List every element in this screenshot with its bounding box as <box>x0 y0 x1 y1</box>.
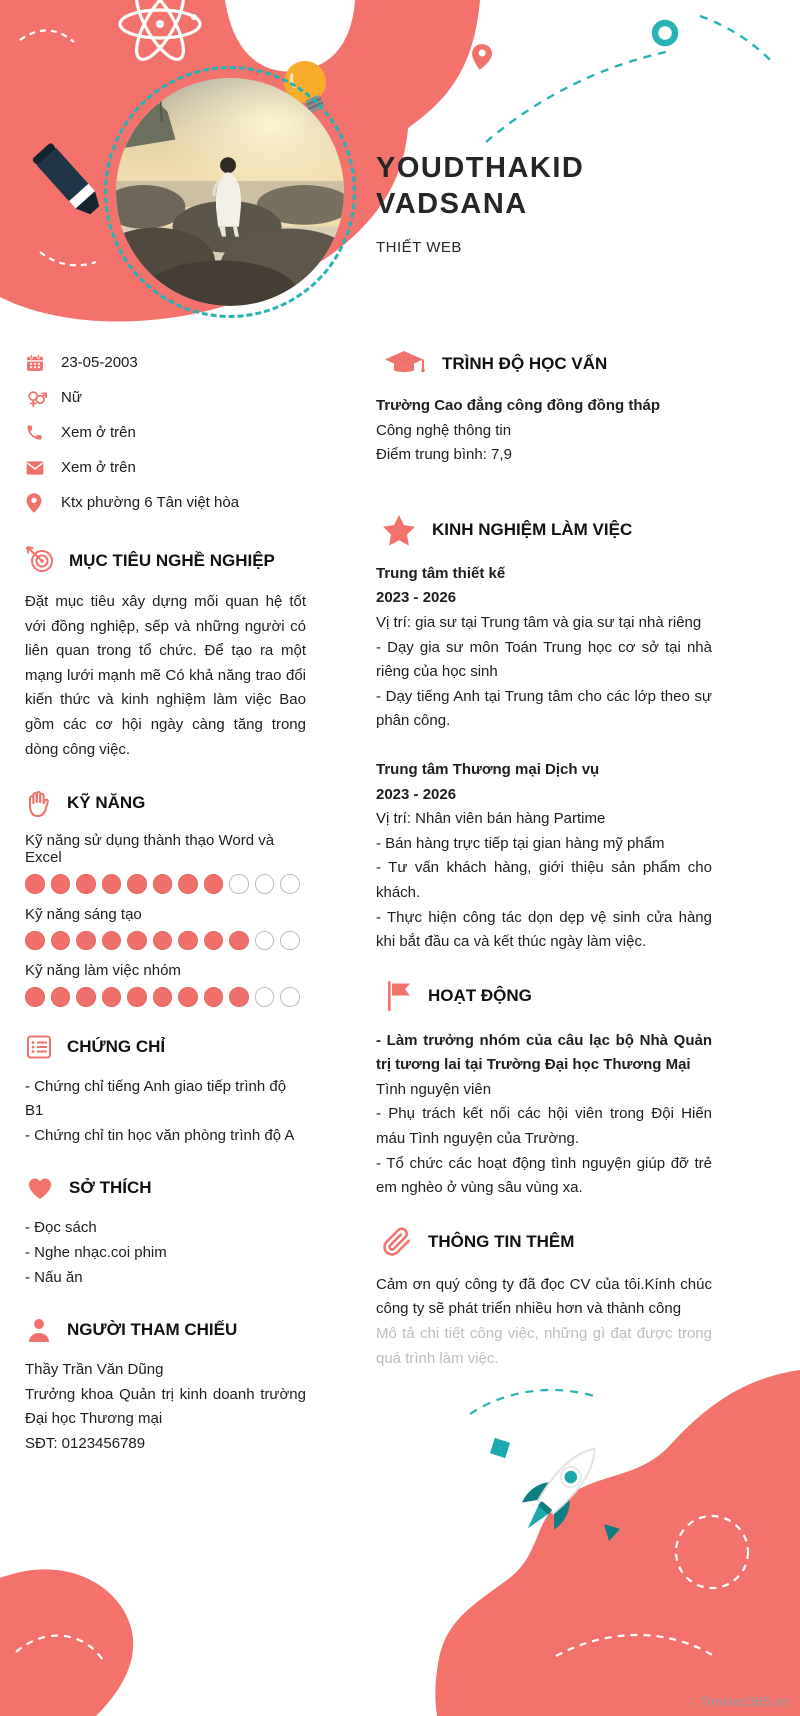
header-block <box>376 150 706 256</box>
objective-body: Đặt mục tiêu xây dựng mối quan hệ tốt với đồng nghiệp, sếp và những người có liên quan trong tổ chức. Để tạo ra một mạng lưới mạnh mẽ Có khả năng trao đổi kiến thức và kinh nghiệm làm việc Bao gồm các cơ hội ngày càng tăng trong dòng công việc. <box>25 593 306 758</box>
job-period: 2023 - 2026 <box>376 589 457 607</box>
right-column <box>376 340 712 1371</box>
reference-phone: SĐT: 0123456789 <box>25 1435 146 1452</box>
address-text: Ktx phường 6 Tân việt hòa <box>61 494 240 511</box>
section-heading: MỤC TIÊU NGHỀ NGHIỆP <box>69 551 275 570</box>
skill-dot-filled <box>76 931 96 951</box>
job-company: Trung tâm thiết kế <box>376 564 506 582</box>
skill-dot-empty <box>255 987 275 1007</box>
skill-dot-filled <box>153 931 173 951</box>
job-detail: Vị trí: gia sư tại Trung tâm và gia sư tại nhà riêng <box>376 613 702 631</box>
coral-blob-bottom-left <box>0 1569 133 1716</box>
job-detail: - Dạy gia sư môn Toán Trung học cơ sở tại nhà riêng của học sinh <box>376 638 712 681</box>
skill-dot-empty <box>280 987 300 1007</box>
calendar-icon <box>25 353 61 373</box>
more-info-body: Cảm ơn quý công ty đã đọc CV của tôi.Kính chúc công ty sẽ phát triển nhiều hơn và thành công <box>376 1275 712 1318</box>
birthday-text: 23-05-2003 <box>61 354 138 371</box>
activity-item: Tình nguyện viên <box>376 1080 492 1098</box>
skill-dot-filled <box>178 931 198 951</box>
education-major: Công nghệ thông tin <box>376 421 512 439</box>
section-reference-heading <box>25 1316 306 1344</box>
section-education-heading <box>376 350 712 378</box>
skill-dot-filled <box>51 931 71 951</box>
section-experience-heading <box>376 514 712 546</box>
skill-label: Kỹ năng làm việc nhóm <box>25 962 181 980</box>
education-school: Trường Cao đẳng công đồng đồng tháp <box>376 397 660 414</box>
skill-dot-filled <box>25 931 45 951</box>
location-icon <box>25 492 61 514</box>
contact-item-birthday <box>25 345 306 380</box>
graduation-cap-icon <box>382 350 426 378</box>
watermark: ∴ Timviec365.vn <box>687 1694 790 1709</box>
job-detail: - Thực hiện công tác dọn dẹp vệ sinh cửa hàng khi bắt đầu ca và kết thúc ngày làm việc. <box>376 908 712 951</box>
hobby-item: - Nấu ăn <box>25 1268 83 1286</box>
skill-rating <box>25 874 306 894</box>
section-more-info-heading <box>376 1227 712 1257</box>
profile-photo-ring <box>104 66 356 318</box>
skill-dot-filled <box>76 874 96 894</box>
candidate-name: YOUDTHAKID VADSANA <box>376 152 585 221</box>
skill-dot-filled <box>178 987 198 1007</box>
skill-dot-filled <box>178 874 198 894</box>
section-objective-heading <box>25 546 306 576</box>
hand-icon <box>25 788 53 818</box>
skill-dot-filled <box>25 987 45 1007</box>
hobby-item: - Nghe nhạc.coi phim <box>25 1244 167 1262</box>
skill-dot-filled <box>76 987 96 1007</box>
skill-dot-filled <box>229 987 249 1007</box>
star-icon <box>382 514 416 546</box>
skill-label: Kỹ năng sáng tạo <box>25 905 142 923</box>
gender-icon <box>25 387 61 409</box>
contact-item-phone <box>25 415 306 450</box>
section-heading: KINH NGHIỆM LÀM VIỆC <box>432 519 633 539</box>
education-gpa: Điểm trung bình: 7,9 <box>376 446 512 464</box>
skill-dot-filled <box>25 874 45 894</box>
paperclip-icon <box>382 1227 412 1257</box>
section-certificates-heading <box>25 1033 306 1061</box>
phone-text: Xem ở trên <box>61 424 136 441</box>
skill-dot-filled <box>153 987 173 1007</box>
activity-item: - Phụ trách kết nối các hội viên trong Đội Hiến máu Tình nguyện của Trường. <box>376 1105 712 1148</box>
contact-item-email <box>25 450 306 485</box>
mail-icon <box>25 458 61 478</box>
reference-name: Thầy Trần Văn Dũng <box>25 1361 164 1379</box>
job-detail: Vị trí: Nhân viên bán hàng Partime <box>376 810 606 828</box>
email-text: Xem ở trên <box>61 459 136 476</box>
job-company: Trung tâm Thương mại Dịch vụ <box>376 760 600 778</box>
coral-blob-bottom-right <box>435 1370 800 1716</box>
skill-dot-filled <box>51 874 71 894</box>
skill-rating <box>25 931 306 951</box>
skill-dot-filled <box>204 931 224 951</box>
job-title: THIẾT WEB <box>376 238 462 256</box>
experience-job <box>376 758 712 955</box>
experience-job <box>376 562 712 734</box>
hobby-item: - Đọc sách <box>25 1219 97 1237</box>
skill-rating <box>25 987 306 1007</box>
phone-icon <box>25 423 61 442</box>
skill-dot-filled <box>127 987 147 1007</box>
skill-dot-filled <box>153 874 173 894</box>
section-heading: KỸ NĂNG <box>67 793 146 813</box>
skill-dot-filled <box>204 987 224 1007</box>
gender-text: Nữ <box>61 389 82 406</box>
skill-dot-empty <box>280 931 300 951</box>
skill-label: Kỹ năng sử dụng thành thạo Word và Excel <box>25 832 275 867</box>
flag-icon <box>382 979 412 1013</box>
teal-square <box>490 1438 510 1458</box>
certificate-icon <box>25 1033 53 1061</box>
job-detail: - Bán hàng trực tiếp tại gian hàng mỹ phẩm <box>376 834 665 852</box>
certificate-item: - Chứng chỉ tin học văn phòng trình độ A <box>25 1126 295 1144</box>
section-hobbies-heading <box>25 1174 306 1202</box>
activity-item: - Tổ chức các hoạt động tình nguyện giúp đỡ trẻ em nghèo ở vùng sâu vùng xa. <box>376 1154 712 1197</box>
section-heading: CHỨNG CHỈ <box>67 1036 166 1056</box>
skill-dot-filled <box>102 987 122 1007</box>
skill-dot-filled <box>204 874 224 894</box>
skill-dot-filled <box>51 987 71 1007</box>
heart-icon <box>25 1174 55 1202</box>
donut-icon <box>655 23 675 43</box>
section-activities-heading <box>376 979 712 1013</box>
profile-photo <box>116 78 344 306</box>
section-skills-heading <box>25 788 306 818</box>
skill-dot-filled <box>102 931 122 951</box>
reference-role: Trưởng khoa Quản trị kinh doanh trường Đại học Thương mại <box>25 1385 306 1428</box>
activity-lead: - Làm trưởng nhóm của câu lạc bộ Nhà Quản trị tương lai tại Trường Đại học Thương Mại <box>376 1031 712 1074</box>
more-info-placeholder: Mô tả chi tiết công việc, những gì đạt được trong quá trình làm việc. <box>376 1325 712 1367</box>
section-heading: TRÌNH ĐỘ HỌC VẤN <box>442 354 608 373</box>
skill-dot-filled <box>127 874 147 894</box>
person-icon <box>25 1316 53 1344</box>
map-pin-icon <box>470 43 493 72</box>
skill-dot-filled <box>127 931 147 951</box>
section-heading: THÔNG TIN THÊM <box>428 1231 575 1251</box>
skill-dot-empty <box>280 874 300 894</box>
target-icon <box>25 546 55 576</box>
skill-dot-filled <box>229 931 249 951</box>
skill-dot-empty <box>255 874 275 894</box>
skill-dot-empty <box>255 931 275 951</box>
left-column <box>25 345 306 1457</box>
section-heading: HOẠT ĐỘNG <box>428 985 532 1005</box>
contact-item-gender <box>25 380 306 415</box>
certificate-item: - Chứng chỉ tiếng Anh giao tiếp trình độ B1 <box>25 1077 287 1120</box>
section-heading: NGƯỜI THAM CHIẾU <box>67 1320 238 1340</box>
job-detail: - Tư vấn khách hàng, giới thiệu sản phẩm cho khách. <box>376 859 712 901</box>
contact-item-address <box>25 485 306 520</box>
job-period: 2023 - 2026 <box>376 785 457 803</box>
job-detail: - Dạy tiếng Anh tại Trung tâm cho các lớp theo sự phân công. <box>376 687 712 730</box>
section-heading: SỞ THÍCH <box>69 1178 152 1198</box>
skill-dot-filled <box>102 874 122 894</box>
skill-dot-empty <box>229 874 249 894</box>
